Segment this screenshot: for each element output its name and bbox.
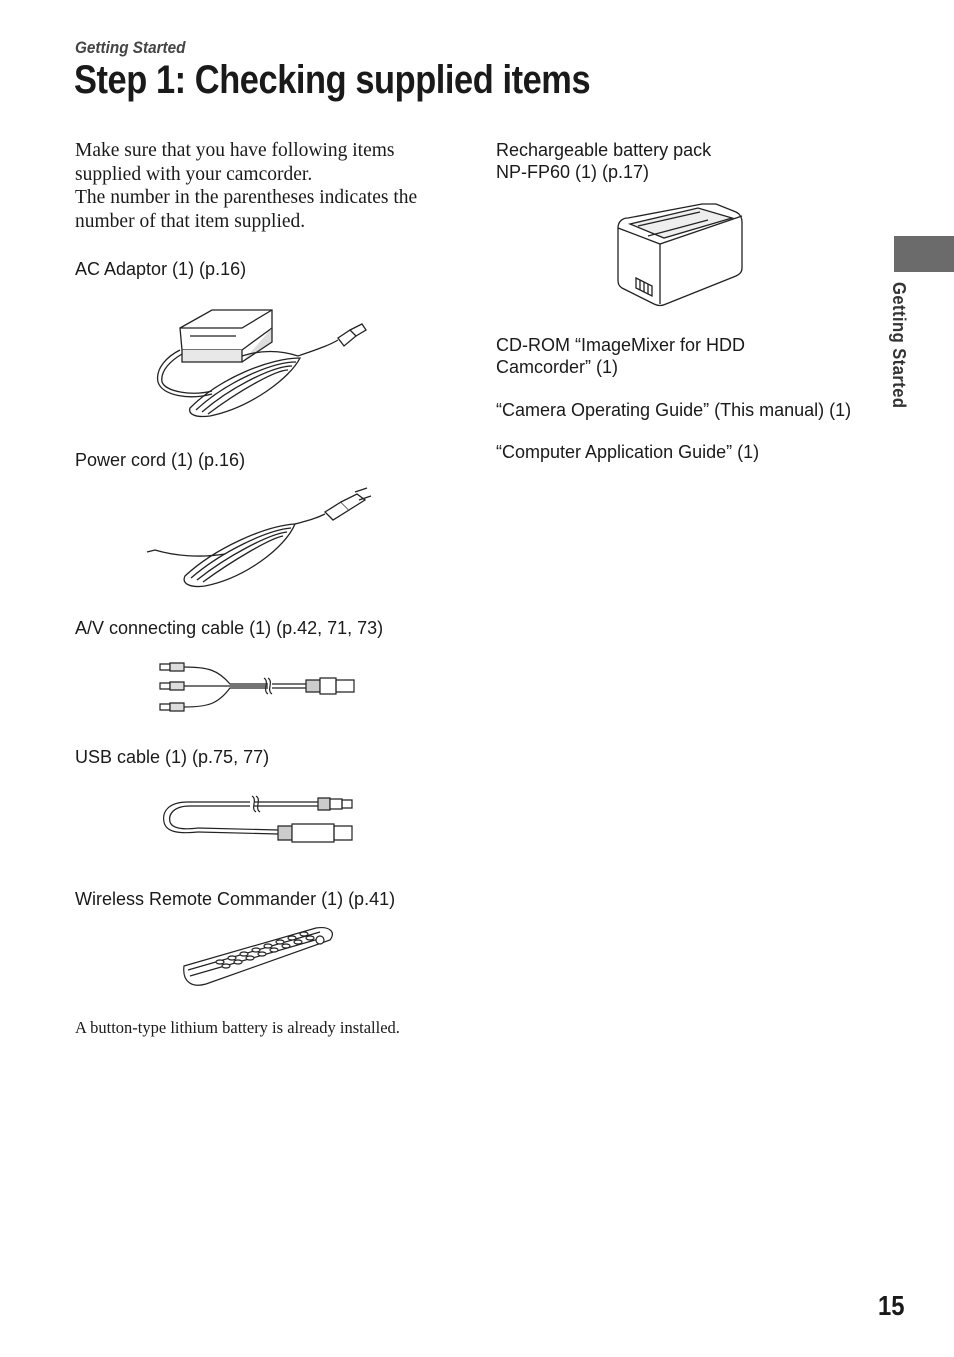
item-usb-cable: USB cable (1) (p.75, 77) xyxy=(75,747,270,767)
power-cord-illustration xyxy=(145,486,375,596)
intro-line-1: Make sure that you have following items supplied with your camcorder. xyxy=(75,140,395,185)
chapter-label: Getting Started xyxy=(889,282,909,409)
item-cdrom-line-2: Camcorder” (1) xyxy=(496,357,619,377)
intro-line-2: The number in the parentheses indicates the number of that item supplied. xyxy=(75,187,418,232)
remote-battery-note: A button-type lithium battery is already installed. xyxy=(75,1018,400,1037)
page-title: Step 1: Checking supplied items xyxy=(74,58,591,102)
item-battery-line-1: Rechargeable battery pack xyxy=(496,140,712,160)
item-remote: Wireless Remote Commander (1) (p.41) xyxy=(75,889,396,909)
item-cdrom-line-1: CD-ROM “ImageMixer for HDD xyxy=(496,335,746,355)
item-battery-line-2: NP-FP60 (1) (p.17) xyxy=(496,162,650,182)
av-cable-illustration xyxy=(158,660,363,716)
item-computer-guide: “Computer Application Guide” (1) xyxy=(496,442,760,462)
section-label: Getting Started xyxy=(75,38,186,57)
item-av-cable: A/V connecting cable (1) (p.42, 71, 73) xyxy=(75,618,384,638)
intro-text xyxy=(75,139,465,233)
page-number: 15 xyxy=(878,1290,905,1321)
battery-pack-illustration xyxy=(612,200,747,310)
item-operating-guide: “Camera Operating Guide” (This manual) (1) xyxy=(496,400,852,420)
item-power-cord: Power cord (1) (p.16) xyxy=(75,450,246,470)
chapter-tab xyxy=(894,236,954,272)
usb-cable-illustration xyxy=(158,790,358,850)
remote-illustration xyxy=(180,922,340,1002)
item-ac-adaptor: AC Adaptor (1) (p.16) xyxy=(75,259,247,279)
ac-adaptor-illustration xyxy=(150,298,370,428)
